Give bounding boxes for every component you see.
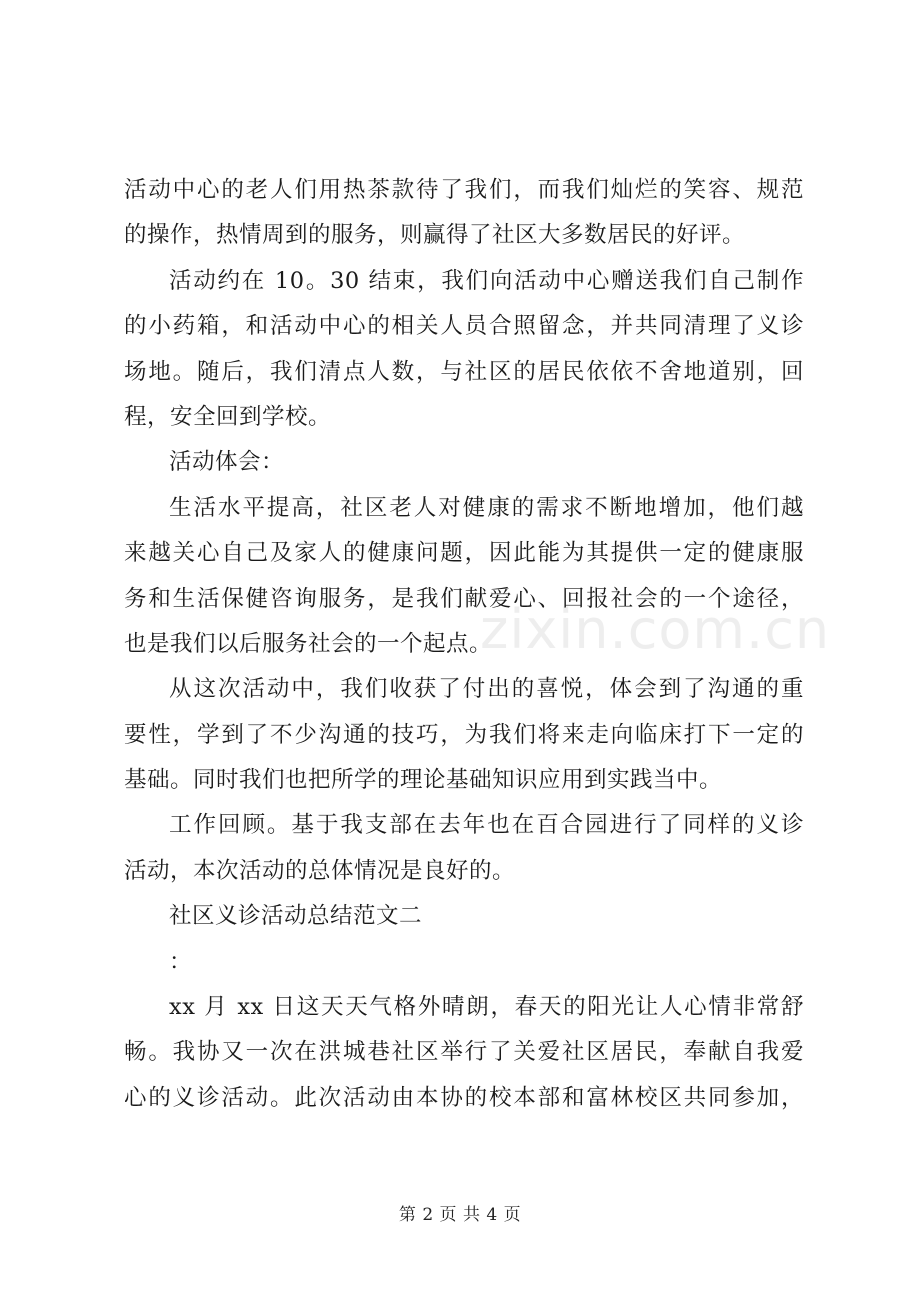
text-line: 活动约在 10。30 结束，我们向活动中心赠送我们自己制作 (169, 267, 804, 294)
text-line: 生活水平提高，社区老人对健康的需求不断地增加，他们越 (169, 494, 804, 521)
text-line: 也是我们以后服务社会的一个起点。 (124, 630, 493, 657)
text-line: 社区义诊活动总结范文二 (169, 903, 423, 930)
text-line: 工作回顾。基于我支部在去年也在百合园进行了同样的义诊 (169, 812, 804, 839)
text-line: 基础。同时我们也把所学的理论基础知识应用到实践当中。 (124, 767, 723, 794)
page-number-label: 第 2 页 共 4 页 (398, 1205, 522, 1225)
text-line: 从这次活动中，我们收获了付出的喜悦，体会到了沟通的重 (169, 676, 804, 703)
text-line: 场地。随后，我们清点人数，与社区的居民依依不舍地道别，回 (124, 358, 804, 385)
text-line: 心的义诊活动。此次活动由本协的校本部和富林校区共同参加， (124, 1084, 804, 1111)
text-line: 的操作，热情周到的服务，则赢得了社区大多数居民的好评。 (124, 222, 746, 249)
text-line: 程，安全回到学校。 (124, 403, 332, 430)
text-line: 畅。我协又一次在洪城巷社区举行了关爱社区居民，奉献自我爱 (124, 1039, 804, 1066)
text-line: ： (169, 948, 193, 975)
text-line: 要性，学到了不少沟通的技巧，为我们将来走向临床打下一定的 (124, 721, 804, 748)
text-line: 活动，本次活动的总体情况是良好的。 (124, 857, 516, 884)
document-body (124, 168, 804, 1121)
text-line: 的小药箱，和活动中心的相关人员合照留念，并共同清理了义诊 (124, 313, 804, 340)
text-line: 来越关心自己及家人的健康问题，因此能为其提供一定的健康服 (124, 540, 804, 567)
text-line: xx 月 xx 日这天天气格外晴朗，春天的阳光让人心情非常舒 (169, 994, 804, 1021)
page-footer (0, 1200, 920, 1225)
text-line: 活动体会： (169, 449, 285, 476)
text-line: 务和生活保健咨询服务，是我们献爱心、回报社会的一个途径， (124, 585, 804, 612)
text-line: 活动中心的老人们用热茶款待了我们，而我们灿烂的笑容、规范 (124, 177, 804, 203)
watermark: zixin.com.cn (480, 598, 831, 661)
